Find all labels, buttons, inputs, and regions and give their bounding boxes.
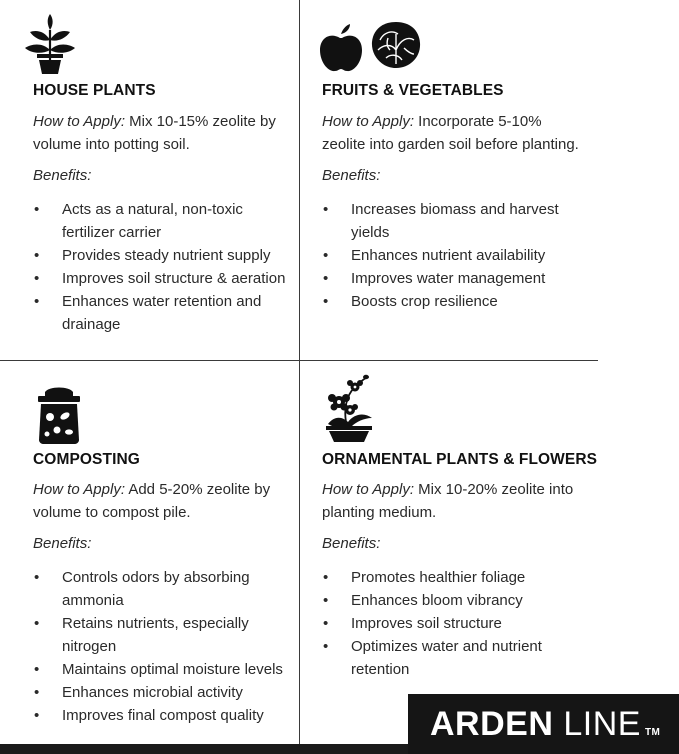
- panel-house-plants: [33, 14, 303, 344]
- compost-bag-icon: [35, 384, 83, 444]
- apply-instructions: [322, 478, 584, 524]
- brand-name-bold: ARDEN: [430, 705, 554, 743]
- potted-plant-icon: [25, 14, 77, 76]
- list-item: • Retains nutrients, especially nitrogen: [33, 612, 295, 658]
- list-item: • Improves soil structure: [322, 612, 584, 635]
- panel-fruits-vegetables: [322, 14, 592, 344]
- apply-text: Mix 10-20% zeolite into planting medium.: [322, 481, 574, 521]
- list-item: • Promotes healthier foliage: [322, 566, 584, 589]
- brand-logo: [430, 705, 660, 744]
- benefits-list: [33, 198, 295, 336]
- list-item: • Improves soil structure & aeration: [33, 267, 295, 290]
- list-item: • Provides steady nutrient supply: [33, 244, 295, 267]
- list-item: • Maintains optimal moisture levels: [33, 658, 295, 681]
- list-item: • Improves final compost quality: [33, 704, 295, 727]
- benefits-label: Benefits:: [33, 535, 92, 552]
- panel-composting: [33, 384, 303, 734]
- benefits-label: Benefits:: [322, 535, 381, 552]
- panel-heading: COMPOSTING: [33, 451, 140, 468]
- list-item: • Optimizes water and nutrient retention: [322, 635, 584, 681]
- horizontal-divider: [0, 360, 598, 361]
- benefits-label: Benefits:: [33, 167, 92, 184]
- orchid-pot-icon: [324, 374, 374, 444]
- list-item: • Increases biomass and harvest yields: [322, 198, 584, 244]
- apply-label: How to Apply:: [33, 481, 125, 498]
- trademark-mark: TM: [644, 727, 661, 738]
- apply-instructions: [322, 110, 584, 156]
- list-item: • Enhances microbial activity: [33, 681, 295, 704]
- apply-label: How to Apply:: [322, 113, 414, 130]
- brand-logo-box: [408, 694, 679, 754]
- panel-heading: ORNAMENTAL PLANTS & FLOWERS: [322, 451, 598, 468]
- apply-text: Incorporate 5-10% zeolite into garden soil before planting.: [322, 113, 579, 153]
- cabbage-icon: [370, 20, 422, 70]
- brand-name-light: LINE: [563, 705, 641, 743]
- benefits-label: Benefits:: [322, 167, 381, 184]
- benefits-list: [322, 198, 584, 313]
- apply-instructions: [33, 110, 295, 156]
- list-item: • Enhances nutrient availability: [322, 244, 584, 267]
- apple-icon: [320, 24, 362, 72]
- benefits-list: [322, 566, 584, 681]
- list-item: • Enhances bloom vibrancy: [322, 589, 584, 612]
- list-item: • Improves water management: [322, 267, 584, 290]
- list-item: • Controls odors by absorbing ammonia: [33, 566, 295, 612]
- apply-text: Mix 10-15% zeolite by volume into potting soil.: [33, 113, 276, 153]
- list-item: • Acts as a natural, non-toxic fertilizer carrier: [33, 198, 295, 244]
- panel-heading: HOUSE PLANTS: [33, 82, 156, 99]
- apply-label: How to Apply:: [33, 113, 125, 130]
- list-item: • Boosts crop resilience: [322, 290, 584, 313]
- apply-instructions: [33, 478, 295, 524]
- apply-label: How to Apply:: [322, 481, 414, 498]
- apply-text: Add 5-20% zeolite by volume to compost pile.: [33, 481, 271, 521]
- list-item: • Enhances water retention and drainage: [33, 290, 295, 336]
- benefits-list: [33, 566, 295, 727]
- panel-ornamental: [322, 374, 598, 684]
- panel-heading: FRUITS & VEGETABLES: [322, 82, 504, 99]
